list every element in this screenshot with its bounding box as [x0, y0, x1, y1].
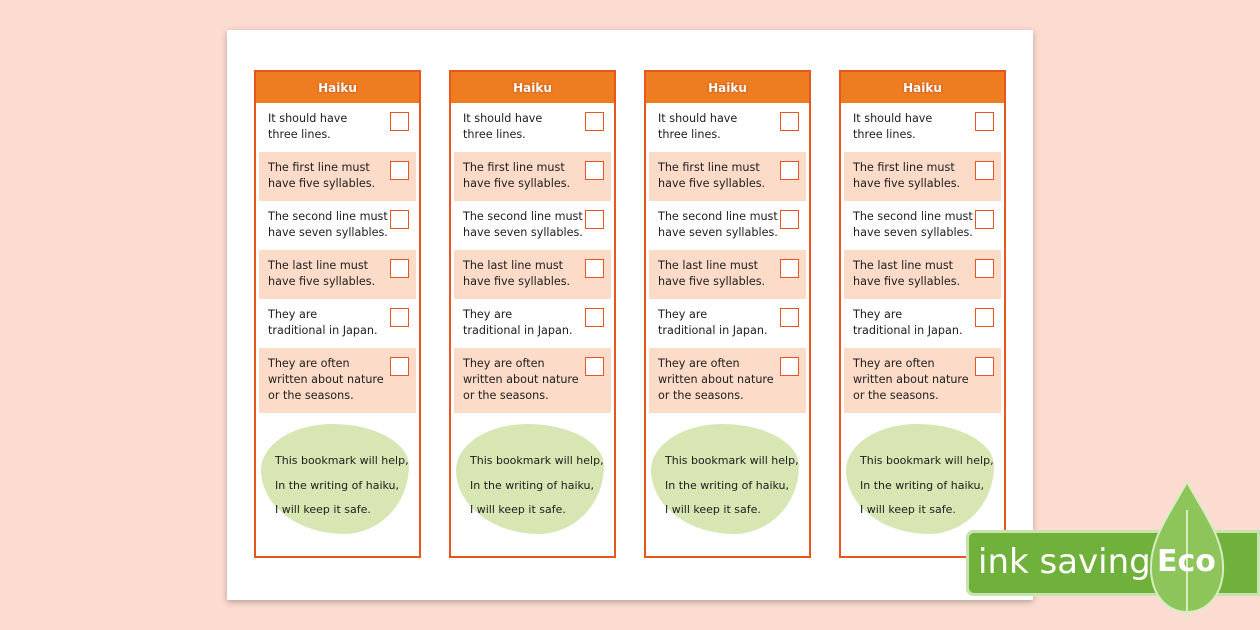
- criteria-row: [649, 201, 806, 250]
- criteria-text: The first line must have five syllables.: [853, 161, 961, 190]
- tick-box[interactable]: [780, 210, 799, 229]
- criteria-row: [649, 250, 806, 299]
- poem-line: I will keep it safe.: [275, 503, 371, 516]
- poem-line: This bookmark will help,: [665, 454, 799, 467]
- criteria-text: They are traditional in Japan.: [268, 308, 378, 337]
- tick-box[interactable]: [975, 259, 994, 278]
- criteria-row: [649, 348, 806, 413]
- criteria-row: [454, 103, 611, 152]
- poem-line: In the writing of haiku,: [275, 478, 400, 492]
- criteria-row: [259, 201, 416, 250]
- criteria-text: They are often written about nature or the seasons.: [853, 357, 969, 402]
- tick-box[interactable]: [390, 112, 409, 131]
- tick-box[interactable]: [975, 112, 994, 131]
- bookmark-2: [449, 70, 616, 558]
- tick-box[interactable]: [975, 357, 994, 376]
- criteria-list: [649, 103, 806, 413]
- criteria-row: [649, 299, 806, 348]
- criteria-row: [844, 348, 1001, 413]
- criteria-text: The last line must have five syllables.: [463, 259, 571, 288]
- criteria-list: [844, 103, 1001, 413]
- bookmark-title: Haiku: [451, 72, 614, 103]
- tick-box[interactable]: [975, 308, 994, 327]
- criteria-text: They are often written about nature or the seasons.: [268, 357, 384, 402]
- eco-label: Eco: [1157, 544, 1216, 579]
- tick-box[interactable]: [390, 357, 409, 376]
- bookmark-3: [644, 70, 811, 558]
- poem-line: In the writing of haiku,: [470, 478, 595, 492]
- criteria-text: The last line must have five syllables.: [268, 259, 376, 288]
- tick-box[interactable]: [780, 112, 799, 131]
- criteria-row: [454, 152, 611, 201]
- tick-box[interactable]: [390, 210, 409, 229]
- criteria-text: The last line must have five syllables.: [853, 259, 961, 288]
- tick-box[interactable]: [585, 308, 604, 327]
- criteria-text: They are often written about nature or the seasons.: [658, 357, 774, 402]
- bookmark-4: [839, 70, 1006, 558]
- haiku-poem: [275, 449, 409, 523]
- criteria-row: [844, 201, 1001, 250]
- criteria-row: [649, 103, 806, 152]
- tick-box[interactable]: [585, 259, 604, 278]
- criteria-list: [454, 103, 611, 413]
- poem-line: This bookmark will help,: [860, 454, 994, 467]
- worksheet-page: [227, 30, 1033, 600]
- criteria-text: It should have three lines.: [853, 112, 933, 141]
- criteria-list: [259, 103, 416, 413]
- criteria-row: [649, 152, 806, 201]
- poem-line: In the writing of haiku,: [860, 478, 985, 492]
- tick-box[interactable]: [780, 161, 799, 180]
- criteria-text: The first line must have five syllables.: [658, 161, 766, 190]
- criteria-text: The last line must have five syllables.: [658, 259, 766, 288]
- poem-line: I will keep it safe.: [860, 503, 956, 516]
- criteria-row: [454, 201, 611, 250]
- criteria-text: They are traditional in Japan.: [658, 308, 768, 337]
- tick-box[interactable]: [390, 161, 409, 180]
- criteria-text: They are traditional in Japan.: [463, 308, 573, 337]
- criteria-text: The first line must have five syllables.: [463, 161, 571, 190]
- criteria-row: [259, 299, 416, 348]
- poem-line: I will keep it safe.: [665, 503, 761, 516]
- criteria-row: [259, 152, 416, 201]
- criteria-row: [259, 103, 416, 152]
- criteria-text: It should have three lines.: [658, 112, 738, 141]
- poem-line: This bookmark will help,: [275, 454, 409, 467]
- criteria-row: [844, 299, 1001, 348]
- tick-box[interactable]: [585, 357, 604, 376]
- haiku-poem: [860, 449, 994, 523]
- criteria-row: [259, 348, 416, 413]
- tick-box[interactable]: [390, 308, 409, 327]
- haiku-poem: [665, 449, 799, 523]
- tick-box[interactable]: [585, 161, 604, 180]
- bookmark-1: [254, 70, 421, 558]
- criteria-row: [844, 103, 1001, 152]
- criteria-text: The first line must have five syllables.: [268, 161, 376, 190]
- criteria-text: The second line must have seven syllables.: [853, 210, 973, 239]
- criteria-row: [844, 250, 1001, 299]
- criteria-text: The second line must have seven syllables.: [463, 210, 583, 239]
- bookmark-title: Haiku: [841, 72, 1004, 103]
- criteria-text: They are often written about nature or the seasons.: [463, 357, 579, 402]
- poem-line: In the writing of haiku,: [665, 478, 790, 492]
- criteria-text: The second line must have seven syllables.: [658, 210, 778, 239]
- criteria-row: [454, 250, 611, 299]
- criteria-row: [454, 348, 611, 413]
- poem-line: This bookmark will help,: [470, 454, 604, 467]
- tick-box[interactable]: [975, 161, 994, 180]
- tick-box[interactable]: [780, 357, 799, 376]
- ink-saving-label: ink saving: [978, 542, 1151, 582]
- tick-box[interactable]: [390, 259, 409, 278]
- criteria-row: [454, 299, 611, 348]
- bookmark-title: Haiku: [646, 72, 809, 103]
- criteria-text: It should have three lines.: [268, 112, 348, 141]
- criteria-text: The second line must have seven syllables.: [268, 210, 388, 239]
- haiku-poem: [470, 449, 604, 523]
- poem-line: I will keep it safe.: [470, 503, 566, 516]
- bookmark-title: Haiku: [256, 72, 419, 103]
- tick-box[interactable]: [780, 308, 799, 327]
- criteria-text: It should have three lines.: [463, 112, 543, 141]
- tick-box[interactable]: [975, 210, 994, 229]
- tick-box[interactable]: [780, 259, 799, 278]
- criteria-text: They are traditional in Japan.: [853, 308, 963, 337]
- criteria-row: [844, 152, 1001, 201]
- tick-box[interactable]: [585, 210, 604, 229]
- criteria-row: [259, 250, 416, 299]
- tick-box[interactable]: [585, 112, 604, 131]
